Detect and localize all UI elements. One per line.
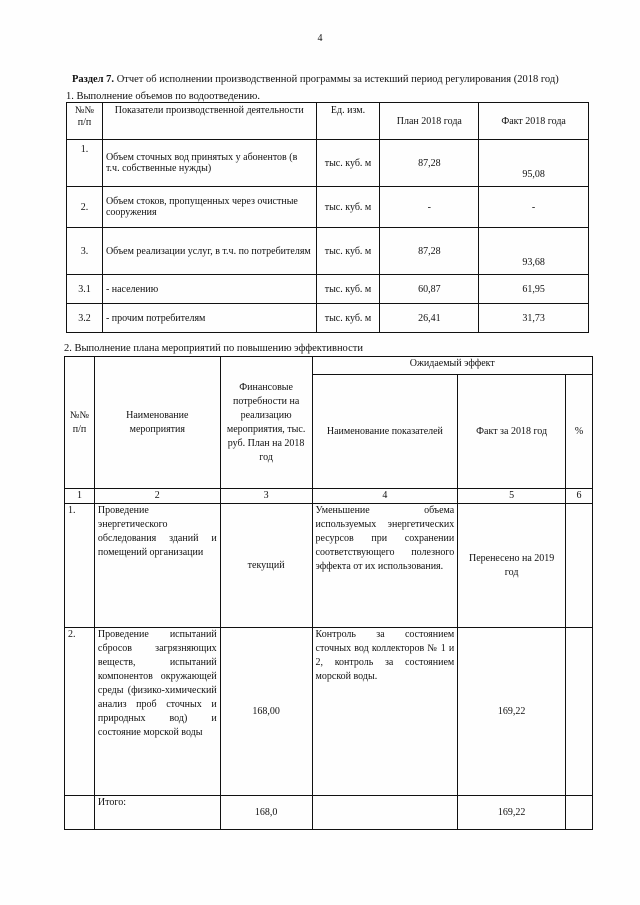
row-plan: 87,28	[380, 140, 479, 187]
table-row	[67, 140, 589, 187]
row-unit: тыс. куб. м	[316, 228, 380, 275]
row-fact: 95,08	[479, 140, 589, 187]
col-header-finance: Финансовые потребности на реализацию мероприятия, тыс. руб. План на 2018 год	[220, 357, 312, 489]
row-plan: 60,87	[380, 275, 479, 304]
row-unit: тыс. куб. м	[316, 140, 380, 187]
row-num: 3.1	[67, 275, 103, 304]
row-pct	[566, 504, 593, 628]
table-row	[65, 504, 593, 628]
row-pct	[566, 628, 593, 796]
row-plan: 87,28	[380, 228, 479, 275]
row-finance: текущий	[220, 504, 312, 628]
row-unit: тыс. куб. м	[316, 275, 380, 304]
col-header-name: Показатели производственной деятельности	[102, 103, 316, 140]
row-name: - прочим потребителям	[102, 304, 316, 333]
row-fact: 31,73	[479, 304, 589, 333]
row-num: 1.	[67, 140, 103, 187]
column-number-row	[65, 489, 593, 504]
col-header-plan: План 2018 года	[380, 103, 479, 140]
section-heading	[72, 74, 559, 85]
col-number: 5	[458, 489, 566, 504]
total-num	[65, 796, 95, 830]
row-num: 2.	[65, 628, 95, 796]
total-row	[65, 796, 593, 830]
row-name: Проведение испытаний сбросов загрязняющих веществ, испытаний компонентов окружающей среды (физико-химический анализ проб сточных и природных вод) и состояние морской воды	[94, 628, 220, 796]
col-number: 1	[65, 489, 95, 504]
col-number: 3	[220, 489, 312, 504]
col-header-num: №№ п/п	[67, 103, 103, 140]
row-fact: 169,22	[458, 628, 566, 796]
table-row	[67, 304, 589, 333]
total-fact: 169,22	[458, 796, 566, 830]
row-fact: 61,95	[479, 275, 589, 304]
col-header-fact: Факт 2018 года	[479, 103, 589, 140]
row-unit: тыс. куб. м	[316, 187, 380, 228]
row-num: 3.2	[67, 304, 103, 333]
col-header-indicator: Наименование показателей	[312, 375, 458, 489]
col-number: 2	[94, 489, 220, 504]
part2-title: 2. Выполнение плана мероприятий по повышению эффективности	[64, 343, 363, 354]
col-number: 6	[566, 489, 593, 504]
row-unit: тыс. куб. м	[316, 304, 380, 333]
row-plan: -	[380, 187, 479, 228]
row-fact: Перенесено на 2019 год	[458, 504, 566, 628]
total-finance: 168,0	[220, 796, 312, 830]
row-plan: 26,41	[380, 304, 479, 333]
page-number: 4	[317, 33, 323, 44]
row-num: 3.	[67, 228, 103, 275]
row-num: 1.	[65, 504, 95, 628]
total-indicator	[312, 796, 458, 830]
row-name: Объем реализации услуг, в т.ч. по потребителям	[102, 228, 316, 275]
row-name: - населению	[102, 275, 316, 304]
col-header-name: Наименование мероприятия	[94, 357, 220, 489]
table-row	[67, 187, 589, 228]
row-num: 2.	[67, 187, 103, 228]
part1-title: 1. Выполнение объемов по водоотведению.	[66, 91, 260, 102]
total-pct	[566, 796, 593, 830]
col-header-effect: Ожидаемый эффект	[312, 357, 592, 375]
row-indicator: Уменьшение объема используемых энергетических ресурсов при сохранении соответствующего полезного эффекта от их использования.	[312, 504, 458, 628]
table-header-row	[65, 357, 593, 375]
col-header-num: №№ п/п	[65, 357, 95, 489]
table-header-row	[67, 103, 589, 140]
col-number: 4	[312, 489, 458, 504]
table-row	[67, 228, 589, 275]
col-header-unit: Ед. изм.	[316, 103, 380, 140]
row-name: Проведение энергетического обследования зданий и помещений организации	[94, 504, 220, 628]
col-header-pct: %	[566, 375, 593, 489]
row-finance: 168,00	[220, 628, 312, 796]
efficiency-measures-table	[64, 356, 593, 830]
section-label: Раздел 7.	[72, 74, 115, 85]
water-volume-table	[66, 102, 589, 333]
section-title: Отчет об исполнении производственной программы за истекший период регулирования (2018 год)	[116, 74, 559, 85]
row-indicator: Контроль за состоянием сточных вод коллекторов № 1 и 2, контроль за состоянием морской воды.	[312, 628, 458, 796]
row-fact: 93,68	[479, 228, 589, 275]
total-label: Итого:	[94, 796, 220, 830]
col-header-fact: Факт за 2018 год	[458, 375, 566, 489]
row-name: Объем стоков, пропущенных через очистные сооружения	[102, 187, 316, 228]
row-fact: -	[479, 187, 589, 228]
table-row	[67, 275, 589, 304]
table-row	[65, 628, 593, 796]
row-name: Объем сточных вод принятых у абонентов (в т.ч. собственные нужды)	[102, 140, 316, 187]
